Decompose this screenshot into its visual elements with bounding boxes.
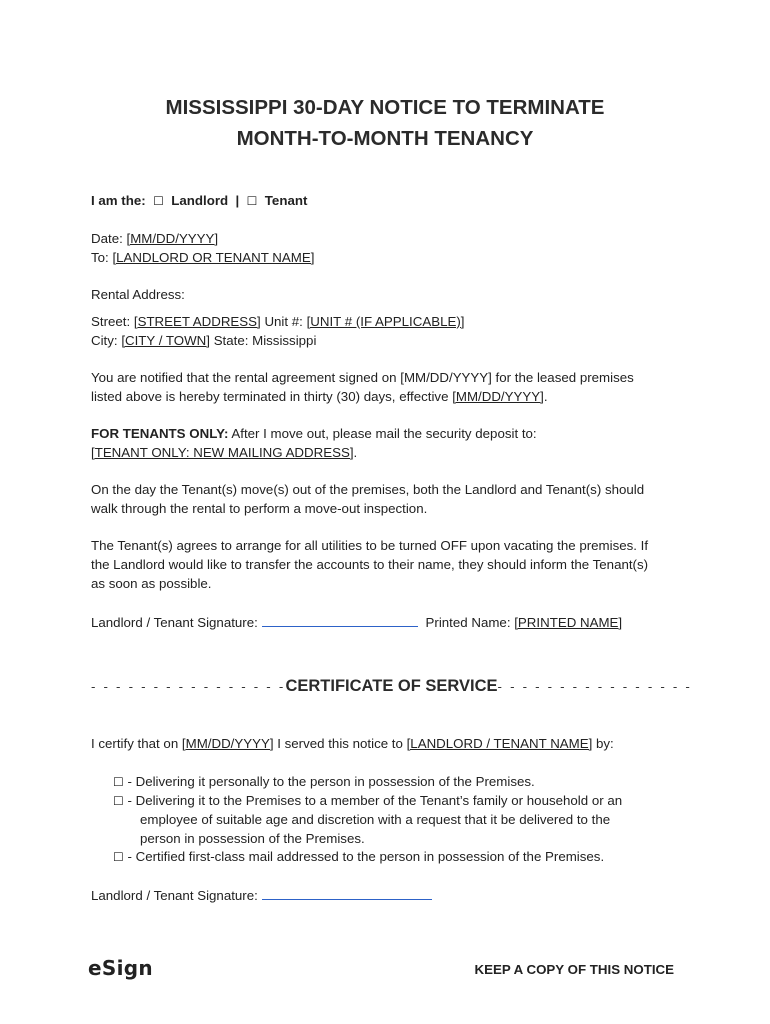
inspection-line-1: On the day the Tenant(s) move(s) out of the premises, both the Landlord and Tenant(s) should — [91, 482, 645, 497]
inspection-line-2: walk through the rental to perform a move-out inspection. — [91, 501, 428, 516]
keep-copy-note: KEEP A COPY OF THIS NOTICE — [474, 962, 674, 977]
city-label: City: — [91, 333, 118, 348]
street-line — [91, 312, 464, 331]
recipient-name-field[interactable]: [LANDLORD OR TENANT NAME] — [112, 250, 315, 265]
dashes-right: - - - - - - - - - - - - - - - - — [497, 678, 693, 694]
mailing-address-line — [91, 443, 357, 462]
state-text: State: Mississippi — [213, 333, 317, 348]
notice-period: . — [543, 389, 548, 404]
certificate-signature-label: Landlord / Tenant Signature: — [91, 888, 258, 903]
certify-middle: I served this notice to — [277, 736, 403, 751]
service-option-personal — [113, 772, 535, 792]
premises-delivery-text-3: person in possession of the Premises. — [140, 831, 365, 846]
notice-line-2 — [91, 387, 548, 406]
tenants-only-line — [91, 424, 537, 443]
title-line-2: MONTH-TO-MONTH TENANCY — [236, 127, 534, 150]
street-label: Street: — [91, 314, 131, 329]
city-line — [91, 331, 316, 350]
utilities-line-2: the Landlord would like to transfer the accounts to their name, they should inform the Tenant(s) — [91, 557, 649, 572]
document-title — [0, 92, 770, 154]
role-label: I am the: — [91, 193, 146, 208]
printed-name-label: Printed Name: — [425, 615, 511, 630]
utilities-line-3: as soon as possible. — [91, 576, 212, 591]
rental-address-heading: Rental Address: — [91, 287, 185, 302]
mailing-period: . — [353, 445, 358, 460]
date-field[interactable]: [MM/DD/YYYY] — [126, 231, 219, 246]
certificate-title: CERTIFICATE OF SERVICE — [285, 676, 498, 695]
certified-mail-text: - Certified first-class mail addressed to the person in possession of the Premises. — [127, 849, 605, 864]
to-label: To: — [91, 250, 109, 265]
title-line-1: MISSISSIPPI 30-DAY NOTICE TO TERMINATE — [165, 96, 605, 119]
tenants-only-text: After I move out, please mail the security deposit to: — [231, 426, 537, 441]
certify-suffix: by: — [596, 736, 614, 751]
service-option-mail — [113, 847, 604, 867]
esign-logo: eSign — [88, 956, 153, 980]
certificate-signature-field[interactable] — [262, 885, 432, 900]
served-party-field[interactable]: [LANDLORD / TENANT NAME] — [406, 736, 593, 751]
service-date-field[interactable]: [MM/DD/YYYY] — [181, 736, 274, 751]
premises-delivery-text-2: employee of suitable age and discretion with a request that it be delivered to the — [140, 812, 611, 827]
role-separator: | — [235, 193, 240, 208]
printed-name-field[interactable]: [PRINTED NAME] — [514, 615, 623, 630]
notice-line-1: You are notified that the rental agreement signed on [MM/DD/YYYY] for the leased premises — [91, 370, 634, 385]
premises-delivery-text-1: - Delivering it to the Premises to a member of the Tenant’s family or household or an — [127, 793, 623, 808]
to-line — [91, 248, 314, 267]
tenants-only-label: FOR TENANTS ONLY: — [91, 426, 229, 441]
city-field[interactable]: [CITY / TOWN] — [121, 333, 210, 348]
date-label: Date: — [91, 231, 123, 246]
certify-line — [91, 734, 614, 753]
certify-prefix: I certify that on — [91, 736, 179, 751]
notice-line-2-text: listed above is hereby terminated in thirty (30) days, effective — [91, 389, 449, 404]
certified-mail-checkbox[interactable]: ☐ — [113, 850, 124, 864]
landlord-checkbox[interactable]: ☐ — [153, 194, 164, 208]
new-mailing-address-field[interactable]: [TENANT ONLY: NEW MAILING ADDRESS] — [91, 445, 354, 460]
role-selection — [91, 191, 307, 211]
tenant-label: Tenant — [264, 193, 308, 208]
effective-date-field[interactable]: [MM/DD/YYYY] — [452, 389, 544, 404]
personal-delivery-checkbox[interactable]: ☐ — [113, 775, 124, 789]
street-address-field[interactable]: [STREET ADDRESS] — [133, 314, 261, 329]
certificate-header — [91, 674, 693, 698]
unit-field[interactable]: [UNIT # (IF APPLICABLE)] — [306, 314, 465, 329]
utilities-line-1: The Tenant(s) agrees to arrange for all utilities to be turned OFF upon vacating the premises. If — [91, 538, 649, 553]
signature-field[interactable] — [262, 612, 418, 627]
signature-line — [91, 612, 622, 632]
signature-label: Landlord / Tenant Signature: — [91, 615, 258, 630]
unit-label: Unit #: — [264, 314, 303, 329]
service-option-premises — [113, 791, 622, 811]
certificate-signature-line — [91, 885, 436, 905]
tenant-checkbox[interactable]: ☐ — [246, 194, 258, 208]
premises-delivery-checkbox[interactable]: ☐ — [113, 794, 124, 808]
landlord-label: Landlord — [171, 193, 229, 208]
date-line — [91, 229, 218, 248]
dashes-left: - - - - - - - - - - - - - - - - — [91, 678, 286, 694]
personal-delivery-text: - Delivering it personally to the person in possession of the Premises. — [127, 774, 535, 789]
